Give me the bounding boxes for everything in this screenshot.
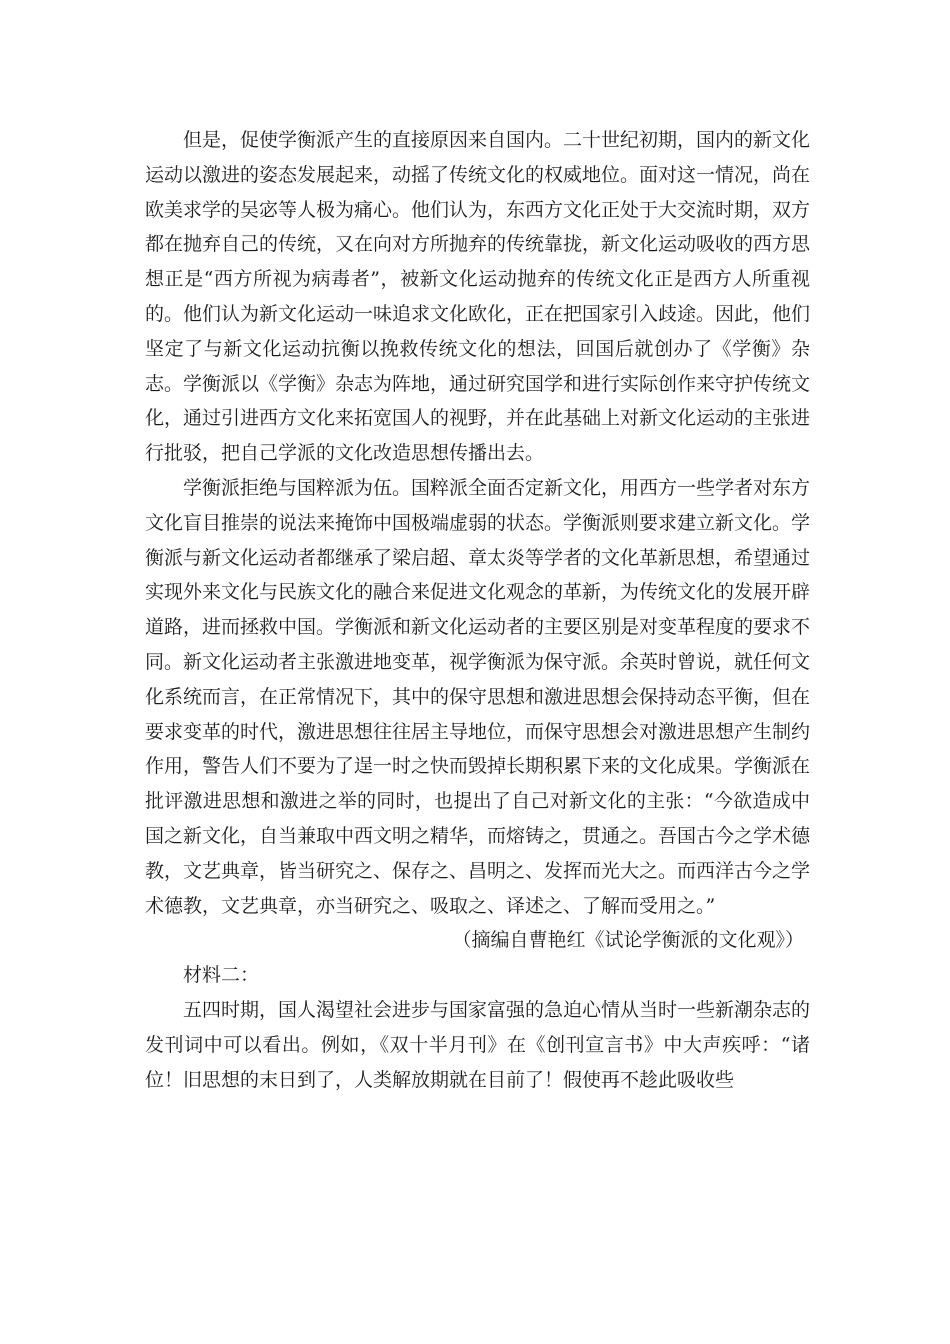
material-two-label: 材料二： <box>183 964 260 987</box>
article-body <box>145 123 810 1097</box>
paragraph-material-two: 五四时期，国人渴望社会进步与国家富强的急迫心情从当时一些新潮杂志的发刊词中可以看出。例如，《双十半月刊》在《创刊宣言书》中大声疾呼：“诸位！旧思想的末日到了，人类解放期就在目前了！假使再不趁此吸收些 <box>145 998 811 1091</box>
paragraph-guocui: 学衡派拒绝与国粹派为伍。国粹派全面否定新文化，用西方一些学者对东方文化盲目推崇的说法来掩饰中国极端虚弱的状态。学衡派则要求建立新文化。学衡派与新文化运动者都继承了梁启超、章太炎等学者的文化革新思想，希望通过实现外来文化与民族文化的融合来促进文化观念的革新，为传统文化的发展开辟道路，进而拯救中国。学衡派和新文化运动者的主要区别是对变革程度的要求不同。新文化运动者主张激进地变革，视学衡派为保守派。余英时曾说，就任何文化系统而言，在正常情况下，其中的保守思想和激进思想会保持动态平衡，但在要求变革的时代，激进思想往往居主导地位，而保守思想会对激进思想产生制约作用，警告人们不要为了逞一时之快而毁掉长期积累下来的文化成果。学衡派在批评激进思想和激进之举的同时，也提出了自己对新文化的主张：“今欲造成中国之新文化，自当兼取中西文明之精华，而熔铸之，贯通之。吾国古今之学术德教，文艺典章，皆当研究之、保存之、昌明之、发挥而光大之。而西洋古今之学术德教，文艺典章，亦当研究之、吸取之、译述之、了解而受用之。” <box>145 476 811 917</box>
source-citation: （摘编自曹艳红《试论学衡派的文化观》） <box>452 929 804 952</box>
paragraph-origin: 但是，促使学衡派产生的直接原因来自国内。二十世纪初期，国内的新文化运动以激进的姿态发展起来，动摇了传统文化的权威地位。面对这一情况，尚在欧美求学的吴宓等人极为痛心。他们认为，东西方文化正处于大交流时期，双方都在抛弃自己的传统，又在向对方所抛弃的传统靠拢，新文化运动吸收的西方思想正是“西方所视为病毒者”，被新文化运动抛弃的传统文化正是西方人所重视的。他们认为新文化运动一味追求文化欧化，正在把国家引入歧途。因此，他们坚定了与新文化运动抗衡以挽救传统文化的想法，回国后就创办了《学衡》杂志。学衡派以《学衡》杂志为阵地，通过研究国学和进行实际创作来守护传统文化，通过引进西方文化来拓宽国人的视野，并在此基础上对新文化运动的主张进行批驳，把自己学派的文化改造思想传播出去。 <box>145 129 811 465</box>
